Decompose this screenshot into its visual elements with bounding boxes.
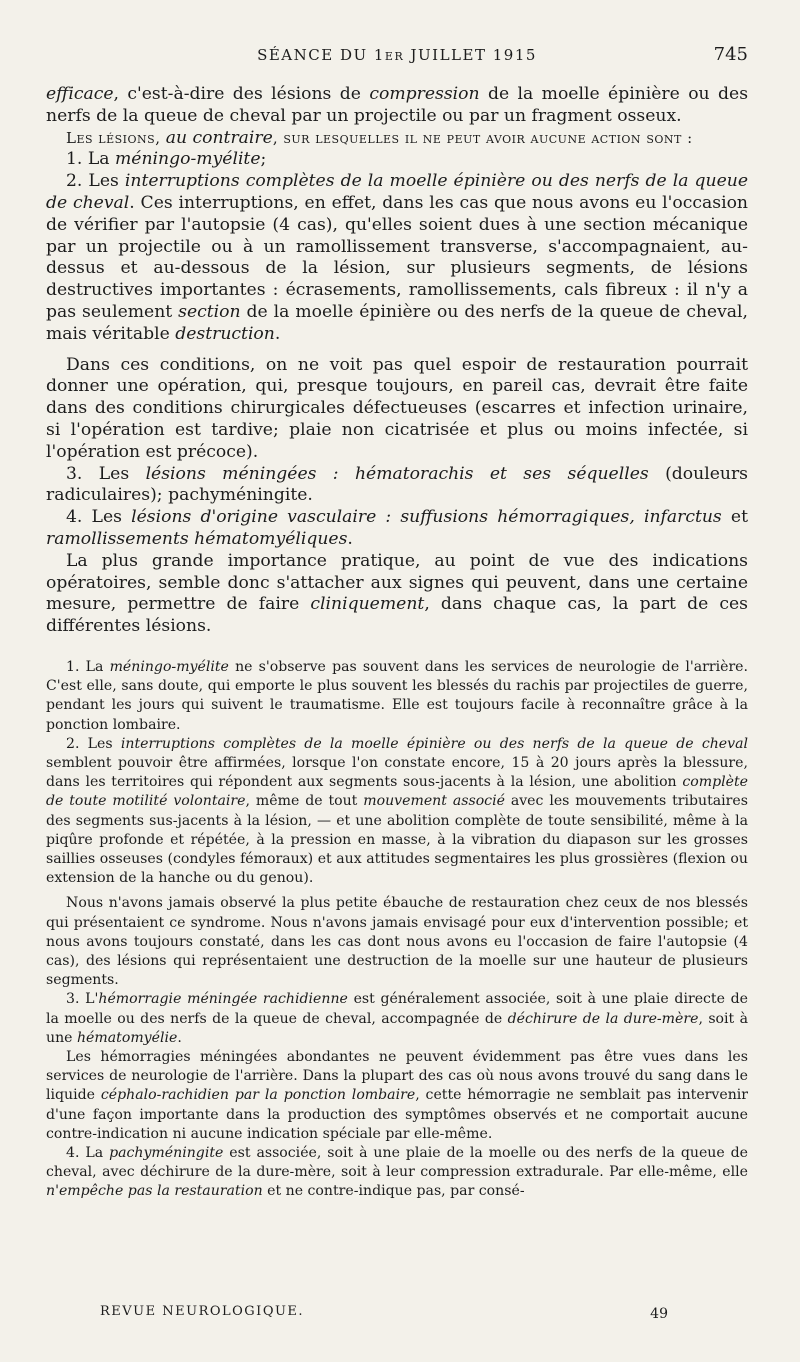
em-text: méningo-myélite (115, 149, 261, 170)
text-run: 4. La (66, 1145, 110, 1161)
text-run: (douleurs radiculaires); pachyméningite. (46, 463, 748, 506)
em-text: section (178, 301, 241, 322)
journal-name: REVUE NEUROLOGIQUE. (100, 1304, 305, 1319)
note-3 (46, 990, 748, 1048)
em-text: céphalo-rachidien par la ponction lombaire (100, 1087, 416, 1104)
list-item-1 (46, 149, 748, 171)
note-2-continued: Nous n'avons jamais observé la plus petite ébauche de restauration chez ceux de nos blessés qui présentaient ce syndrome. Nous n'avons jamais envisagé pour eux d'intervention possible; et nous avons toujours constaté, dans les cas dont nous avons eu l'occasion de faire l'autopsie (4 cas), des lésions qui représentaient une destruction de la moelle sur une hauteur de plusieurs segments. (46, 895, 748, 989)
smallcaps-text: Les lésions, (66, 128, 166, 147)
note-1 (46, 658, 748, 735)
em-text: compression (369, 84, 480, 104)
text-run: est généralement associée, soit à une plaie directe de la moelle ou des nerfs de la queue de cheval, accompagnée de (46, 991, 748, 1027)
em-text: mouvement associé (363, 793, 505, 810)
text-run: ; (260, 149, 267, 170)
text-run: 1. La (66, 658, 110, 675)
em-text: déchirure de la dure-mère (507, 1010, 699, 1027)
text-run: 3. L' (66, 991, 99, 1008)
list-item-2 (46, 171, 748, 345)
em-text: lésions d'origine vasculaire : suffusions hémorragiques, infarctus (131, 507, 722, 528)
text-run: . (177, 1029, 182, 1046)
smallcaps-text: , sur lesquelles il ne peut avoir aucune action sont : (272, 128, 693, 147)
paragraph-conditions: Dans ces conditions, on ne voit pas quel espoir de restauration pourrait donner une opération, qui, presque toujours, en pareil cas, devrait être faite dans des conditions chirurgicales défectueuses (escarres et infection urinaire, si l'opération est tardive; plaie non cicatrisée et plus ou moins infectée, si l'opération est précoce). (46, 354, 748, 462)
text-run: , dans chaque cas, la part de ces différentes lésions. (46, 594, 748, 637)
em-text: n'empêche pas la restauration (46, 1183, 263, 1200)
text-run: et (721, 507, 748, 528)
em-text: au contraire (165, 127, 273, 148)
text-run: , cette hémorragie ne semblait pas intervenir d'une façon importante dans la production des symptômes observés et ne comportait aucune contre-indication ni aucune indication spéciale par elle-même. (46, 1087, 749, 1142)
em-text: cliniquement (310, 594, 425, 615)
list-item-4 (46, 507, 748, 551)
em-text: destruction (175, 323, 275, 344)
paragraph-efficace (46, 84, 748, 128)
text-run: 2. Les (66, 171, 125, 192)
note-2 (46, 735, 748, 889)
text-run: Les hémorragies méningées abondantes ne peuvent évidemment pas être vues dans les services de neurologie de l'arrière. Dans la plupart des cas où nous avons trouvé du sang dans le liquide (46, 1048, 748, 1104)
text-run: 2. Les (66, 735, 121, 752)
text-run: . (274, 323, 281, 344)
em-text: hémorragie méningée rachidienne (98, 991, 348, 1008)
note-4 (46, 1144, 748, 1202)
em-text: complète de toute motilité volontaire (46, 774, 748, 810)
em-text: interruptions complètes de la moelle épinière ou des nerfs de la queue de cheval (120, 735, 748, 752)
text-run: , c'est-à-dire des lésions de (113, 84, 370, 104)
text-run: semblent pouvoir être affirmées, lorsque l'on constate encore, 15 à 20 jours après la blessure, dans les territoires qui répondent aux segments sous-jacents à la lésion, une abolition (46, 754, 748, 791)
em-text: hématomyélie (76, 1029, 178, 1046)
em-text: ramollissements hématomyéliques (46, 528, 348, 549)
header-title: SÉANCE DU 1er JUILLET 1915 (257, 46, 537, 64)
paragraph-lesions (46, 128, 748, 150)
em-text: pachyméningite (109, 1145, 224, 1161)
text-run: . (347, 528, 353, 549)
text-run: 4. Les (66, 507, 132, 528)
signature-mark: 49 (650, 1306, 668, 1322)
footnotes (46, 658, 748, 1202)
text-run: et ne contre-indique pas, par consé- (262, 1183, 525, 1200)
text-run: de la moelle épinière ou des nerfs de la queue de cheval, mais véritable (46, 301, 748, 344)
text-run: , même de tout (245, 793, 364, 810)
em-text: efficace (46, 84, 114, 104)
text-run: , soit à une (46, 1010, 748, 1046)
running-header (46, 40, 748, 74)
text-run: 3. Les (66, 463, 146, 484)
list-item-3 (46, 464, 748, 508)
text-run: est associée, soit à une plaie de la moelle ou des nerfs de la queue de cheval, avec déchirure de la dure-mère, soit à leur compression extradurale. Par elle-même, elle (46, 1145, 748, 1181)
text-run: avec les mouvements tributaires des segments sus-jacents à la lésion, — et une abolition complète de toute sensibilité, même à la piqûre profonde et répétée, à la pression en masse, à la vibration du diapason sur les grosses saillies osseuses (condyles fémoraux) et aux attitudes segmentaires les plus grossières (flexion ou extension de la hanche ou du genou). (46, 793, 748, 887)
text-run: de la moelle épinière ou des nerfs de la queue de cheval par un projectile ou par un fragment osseux. (46, 84, 749, 126)
main-text (46, 84, 748, 638)
text-run: ne s'observe pas souvent dans les services de neurologie de l'arrière. C'est elle, sans doute, qui emporte le plus souvent les blessés du rachis par projectiles de guerre, pendant les jours qui suivent le traumatisme. Elle est toujours facile à reconnaître grâce à la ponction lombaire. (46, 658, 748, 733)
page-number: 745 (713, 44, 748, 65)
em-text: lésions méningées : hématorachis et ses séquelles (145, 463, 649, 484)
paragraph-importance (46, 551, 748, 638)
text-run: La plus grande importance pratique, au point de vue des indications opératoires, semble donc s'attacher aux signes qui peuvent, dans une certaine mesure, permettre de faire (46, 550, 748, 615)
em-text: méningo-myélite (109, 658, 229, 675)
note-3-continued (46, 1048, 748, 1144)
em-text: interruptions complètes de la moelle épinière ou des nerfs de la queue de cheval (46, 171, 748, 213)
text-run: 1. La (66, 149, 115, 170)
text-run: . Ces interruptions, en effet, dans les cas que nous avons eu l'occasion de vérifier par l'autopsie (4 cas), qu'elles soient dues à une section mécanique par un projectile ou à un ramollissement transverse, s'accompagnaient, au-dessus et au-dessous de la lésion, sur plusieurs segments, de lésions destructives importantes : écrasements, ramollissements, cals fibreux : il n'y a pas seulement (46, 192, 748, 322)
